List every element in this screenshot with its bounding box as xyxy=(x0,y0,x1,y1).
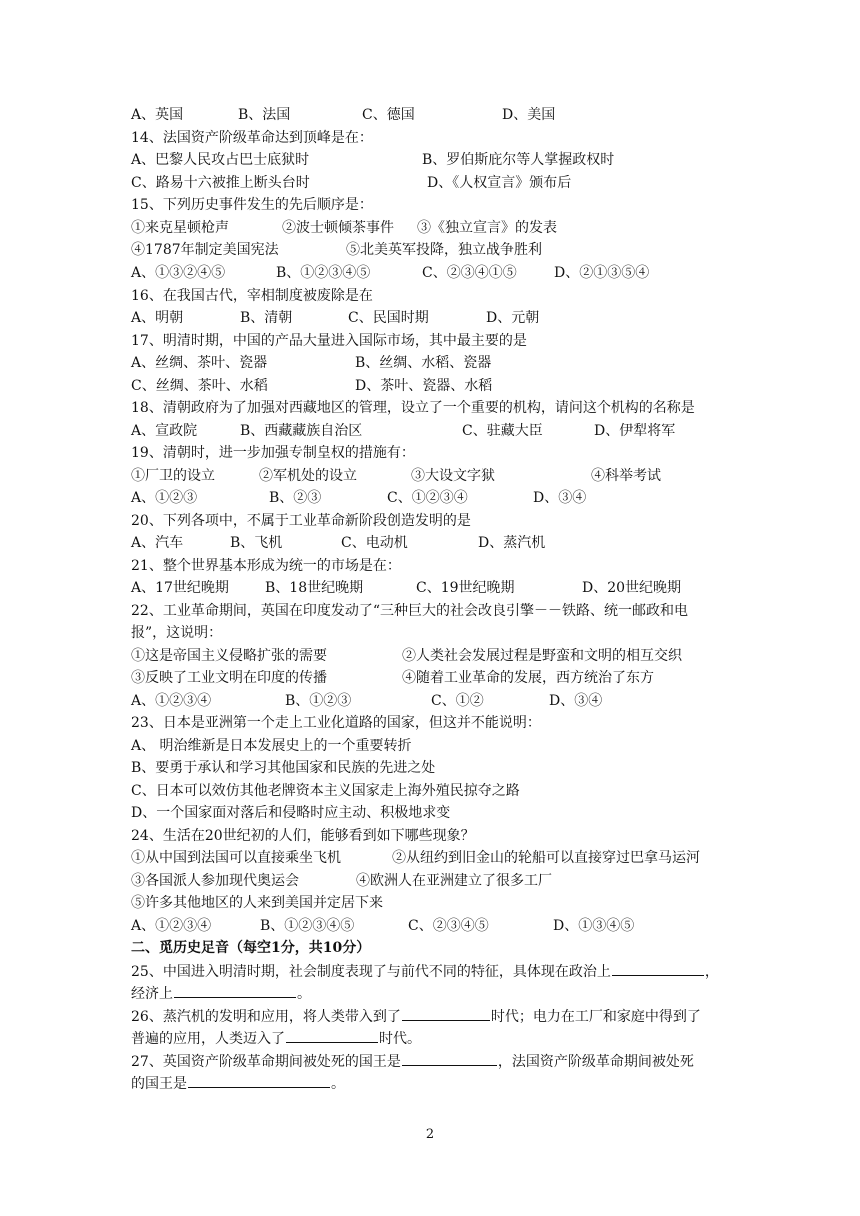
q21-option-c: C、19世纪晚期 xyxy=(416,580,515,596)
q13-option-d: D、美国 xyxy=(502,107,556,123)
q15-stem: 15、下列历史事件发生的先后顺序是： xyxy=(131,197,373,213)
q18-option-c: C、驻藏大臣 xyxy=(462,423,543,439)
q27-line2 xyxy=(131,1072,345,1094)
section-2-heading: 二、觅历史足音（每空1分，共10分） xyxy=(131,940,371,956)
page-number: 2 xyxy=(425,1127,435,1142)
q16-option-c: C、民国时期 xyxy=(348,310,429,326)
q25-text-1: 25、中国进入明清时期，社会制度表现了与前代不同的特征，具体现在政治上 xyxy=(131,964,611,980)
q16-option-b: B、清朝 xyxy=(240,310,293,326)
q22-option-a: A、①②③④ xyxy=(131,693,212,709)
q16-option-d: D、元朝 xyxy=(486,310,540,326)
q14-option-a: A、巴黎人民攻占巴士底狱时 xyxy=(131,152,310,168)
q25-text-2: ， xyxy=(704,964,719,980)
q15-item-4: ④1787年制定美国宪法 xyxy=(131,242,279,258)
q19-stem: 19、清朝时，进一步加强专制皇权的措施有： xyxy=(131,445,415,461)
q17-option-d: D、茶叶、瓷器、水稻 xyxy=(355,378,493,394)
q27-text-3: 的国王是 xyxy=(131,1076,187,1092)
q26-line2 xyxy=(131,1027,421,1049)
q26-text-1: 26、蒸汽机的发明和应用，将人类带入到了 xyxy=(131,1009,401,1025)
q25-line2 xyxy=(131,982,311,1004)
q20-option-a: A、汽车 xyxy=(131,535,184,551)
q23-option-a: A、 明治维新是日本发展史上的一个重要转折 xyxy=(131,738,412,754)
q19-item-3: ③大设文字狱 xyxy=(411,468,495,484)
q25-text-3: 经济上 xyxy=(131,986,173,1002)
q27-line1 xyxy=(131,1050,694,1072)
q15-option-d: D、②①③⑤④ xyxy=(554,265,650,281)
q14-option-c: C、路易十六被推上断头台时 xyxy=(131,175,310,191)
q22-option-d: D、③④ xyxy=(549,693,603,709)
q22-item-3: ③反映了工业文明在印度的传播 xyxy=(131,670,327,686)
q27-blank-english-king[interactable] xyxy=(402,1050,497,1066)
q27-text-2: ，法国资产阶级革命期间被处死 xyxy=(497,1054,694,1070)
q19-option-b: B、②③ xyxy=(269,490,322,506)
q13-option-c: C、德国 xyxy=(362,107,415,123)
q27-blank-french-king[interactable] xyxy=(188,1072,330,1088)
q24-item-3: ③各国派人参加现代奥运会 xyxy=(131,873,299,889)
q26-blank-steam-era[interactable] xyxy=(402,1005,490,1021)
q15-option-a: A、①③②④⑤ xyxy=(131,265,226,281)
q26-text-3: 普遍的应用，人类迈入了 xyxy=(131,1031,285,1047)
q26-blank-electric-era[interactable] xyxy=(286,1027,378,1043)
q19-option-a: A、①②③ xyxy=(131,490,198,506)
q24-item-4: ④欧洲人在亚洲建立了很多工厂 xyxy=(356,873,552,889)
q19-item-1: ①厂卫的设立 xyxy=(131,468,215,484)
q24-item-2: ②从纽约到旧金山的轮船可以直接穿过巴拿马运河 xyxy=(392,850,700,866)
q19-item-4: ④科举考试 xyxy=(591,468,661,484)
q19-option-c: C、①②③④ xyxy=(387,490,468,506)
q26-text-4: 时代。 xyxy=(379,1031,421,1047)
q26-line1 xyxy=(131,1005,701,1027)
q17-stem: 17、明清时期，中国的产品大量进入国际市场，其中最主要的是 xyxy=(131,333,527,349)
q25-blank-economy[interactable] xyxy=(174,982,296,998)
q23-option-b: B、要勇于承认和学习其他国家和民族的先进之处 xyxy=(131,760,436,776)
q15-item-1: ①来克星顿枪声 xyxy=(131,220,229,236)
q15-option-c: C、②③④①⑤ xyxy=(422,265,517,281)
q18-option-a: A、宣政院 xyxy=(131,423,198,439)
q20-stem: 20、下列各项中，不属于工业革命新阶段创造发明的是 xyxy=(131,513,471,529)
q13-option-a: A、英国 xyxy=(131,107,184,123)
q27-text-1: 27、英国资产阶级革命期间被处死的国王是 xyxy=(131,1054,401,1070)
q22-option-b: B、①②③ xyxy=(285,693,352,709)
q14-stem: 14、法国资产阶级革命达到顶峰是在： xyxy=(131,130,373,146)
q25-blank-politics[interactable] xyxy=(612,960,704,976)
q22-stem-line2: 报”，这说明： xyxy=(131,625,223,641)
q17-option-c: C、丝绸、茶叶、水稻 xyxy=(131,378,268,394)
q20-option-d: D、蒸汽机 xyxy=(478,535,546,551)
q26-text-2: 时代；电力在工厂和家庭中得到了 xyxy=(490,1009,701,1025)
q21-option-d: D、20世纪晚期 xyxy=(582,580,682,596)
q22-option-c: C、①② xyxy=(431,693,484,709)
q25-text-4: 。 xyxy=(297,986,311,1002)
q24-option-d: D、①③④⑤ xyxy=(553,918,635,934)
q22-item-1: ①这是帝国主义侵略扩张的需要 xyxy=(131,648,327,664)
q24-stem: 24、生活在20世纪初的人们，能够看到如下哪些现象？ xyxy=(131,828,475,844)
q22-item-2: ②人类社会发展过程是野蛮和文明的相互交织 xyxy=(402,648,682,664)
q24-option-a: A、①②③④ xyxy=(131,918,212,934)
q22-item-4: ④随着工业革命的发展，西方统治了东方 xyxy=(402,670,654,686)
q19-item-2: ②军机处的设立 xyxy=(259,468,357,484)
q25-line1 xyxy=(131,960,719,982)
q18-option-b: B、西藏藏族自治区 xyxy=(240,423,363,439)
q21-option-b: B、18世纪晚期 xyxy=(265,580,364,596)
q15-option-b: B、①②③④⑤ xyxy=(276,265,371,281)
q22-stem-line1: 22、工业革命期间，英国在印度发动了“三种巨大的社会改良引擎－－铁路、统一邮政和电 xyxy=(131,603,688,619)
q15-item-5: ⑤北美英军投降，独立战争胜利 xyxy=(346,242,542,258)
q27-text-4: 。 xyxy=(331,1076,345,1092)
q17-option-b: B、丝绸、水稻、瓷器 xyxy=(355,355,492,371)
q23-stem: 23、日本是亚洲第一个走上工业化道路的国家，但这并不能说明： xyxy=(131,715,541,731)
q20-option-c: C、电动机 xyxy=(341,535,408,551)
q19-option-d: D、③④ xyxy=(533,490,587,506)
q20-option-b: B、飞机 xyxy=(230,535,283,551)
q24-option-b: B、①②③④⑤ xyxy=(260,918,355,934)
q15-item-2: ②波士顿倾茶事件 xyxy=(282,220,394,236)
q15-item-3: ③《独立宣言》的发表 xyxy=(417,220,557,236)
q18-stem: 18、清朝政府为了加强对西藏地区的管理，设立了一个重要的机构，请问这个机构的名称是 xyxy=(131,400,695,416)
q16-option-a: A、明朝 xyxy=(131,310,184,326)
q13-option-b: B、法国 xyxy=(238,107,291,123)
q24-item-5: ⑤许多其他地区的人来到美国并定居下来 xyxy=(131,895,383,911)
q23-option-d: D、一个国家面对落后和侵略时应主动、积极地求变 xyxy=(131,805,451,821)
q24-item-1: ①从中国到法国可以直接乘坐飞机 xyxy=(131,850,341,866)
q24-option-c: C、②③④⑤ xyxy=(408,918,489,934)
q14-option-b: B、罗伯斯庇尔等人掌握政权时 xyxy=(422,152,615,168)
q17-option-a: A、丝绸、茶叶、瓷器 xyxy=(131,355,268,371)
q21-stem: 21、整个世界基本形成为统一的市场是在： xyxy=(131,558,401,574)
q18-option-d: D、伊犁将军 xyxy=(594,423,676,439)
q21-option-a: A、17世纪晚期 xyxy=(131,580,229,596)
q14-option-d: D、《人权宣言》颁布后 xyxy=(427,175,572,191)
q23-option-c: C、日本可以效仿其他老牌资本主义国家走上海外殖民掠夺之路 xyxy=(131,783,520,799)
q16-stem: 16、在我国古代，宰相制度被废除是在 xyxy=(131,288,373,304)
